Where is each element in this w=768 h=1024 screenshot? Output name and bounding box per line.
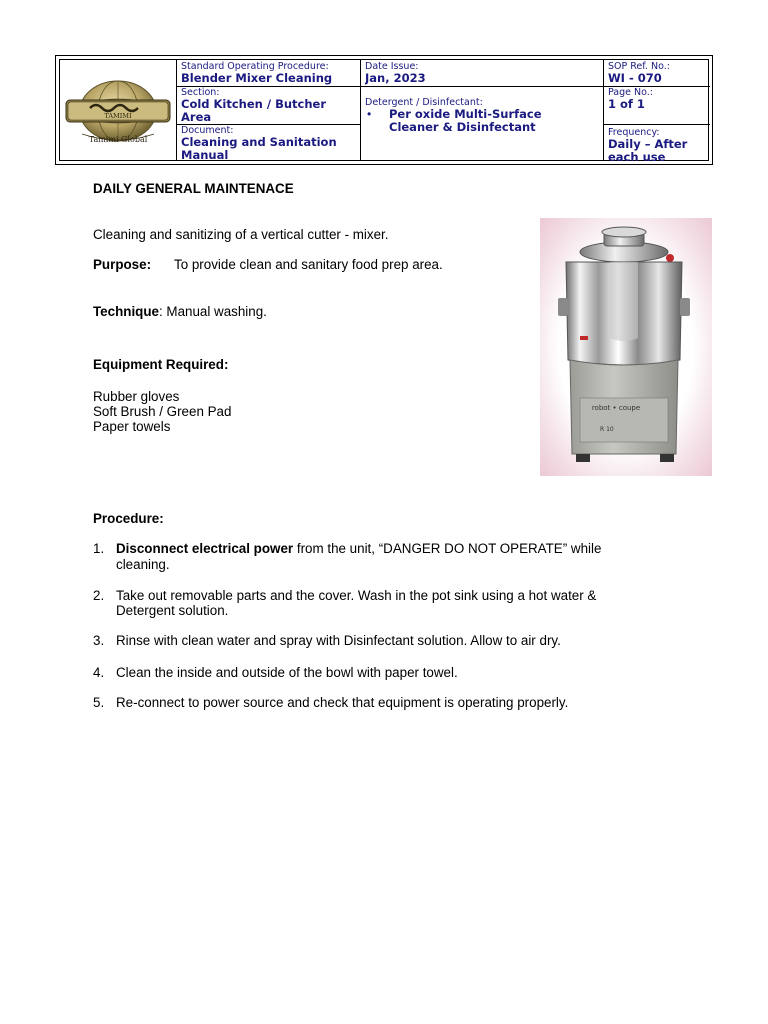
step-text: Re-connect to power source and check that equipment is operating properly. bbox=[116, 695, 569, 710]
cutter-mixer-photo bbox=[540, 218, 712, 476]
brand-label: robot • coupe bbox=[591, 404, 641, 412]
technique-line bbox=[93, 304, 267, 319]
document-label: Document: bbox=[181, 125, 234, 136]
section-value-line2: Area bbox=[181, 110, 212, 124]
step-number: 5. bbox=[93, 695, 105, 710]
date-cell bbox=[365, 61, 601, 85]
logo-text-bottom: Tamimi Global bbox=[88, 135, 148, 144]
page-value: 1 of 1 bbox=[608, 97, 645, 111]
sop-header-table bbox=[55, 55, 713, 165]
equipment-item: Rubber gloves bbox=[93, 389, 180, 404]
section-label: Section: bbox=[181, 87, 220, 98]
technique-label: Technique bbox=[93, 304, 159, 319]
frequency-label: Frequency: bbox=[608, 127, 660, 138]
logo-text-top: TAMIMI bbox=[104, 112, 132, 120]
cutter-mixer-illustration bbox=[540, 218, 712, 476]
section-value-line1: Cold Kitchen / Butcher bbox=[181, 97, 326, 111]
page-label: Page No.: bbox=[608, 87, 653, 98]
ref-label: SOP Ref. No.: bbox=[608, 61, 670, 72]
ref-cell bbox=[608, 61, 708, 85]
purpose-text: To provide clean and sanitary food prep area. bbox=[174, 257, 443, 272]
sop-cell bbox=[181, 61, 359, 85]
sop-label: Standard Operating Procedure: bbox=[181, 61, 329, 72]
step-text: Detergent solution. bbox=[116, 603, 229, 618]
equipment-item: Paper towels bbox=[93, 419, 171, 434]
equipment-heading: Equipment Required: bbox=[93, 357, 229, 372]
step-text: Clean the inside and outside of the bowl with paper towel. bbox=[116, 665, 458, 680]
header-row-divider bbox=[360, 86, 603, 87]
frequency-cell bbox=[608, 127, 708, 164]
header-divider bbox=[603, 60, 604, 160]
detergent-value-line1: Per oxide Multi-Surface bbox=[389, 107, 542, 121]
step-number: 2. bbox=[93, 588, 105, 603]
step-text: Take out removable parts and the cover. Wash in the pot sink using a hot water & bbox=[116, 588, 597, 603]
step-number: 1. bbox=[93, 541, 105, 556]
document-value-line1: Cleaning and Sanitation bbox=[181, 135, 337, 149]
document-cell bbox=[181, 125, 359, 162]
header-divider bbox=[176, 60, 177, 160]
step-bold-text: Disconnect electrical power bbox=[116, 541, 294, 556]
date-label: Date Issue: bbox=[365, 61, 419, 72]
header-row-divider bbox=[603, 124, 710, 125]
bullet-icon: • bbox=[367, 107, 372, 121]
header-divider bbox=[360, 60, 361, 160]
document-value-line2: Manual bbox=[181, 148, 229, 162]
tamimi-logo bbox=[60, 60, 176, 162]
step-text: Rinse with clean water and spray with Disinfectant solution. Allow to air dry. bbox=[116, 633, 561, 648]
sop-value: Blender Mixer Cleaning bbox=[181, 71, 333, 85]
purpose-label: Purpose: bbox=[93, 257, 152, 272]
sop-header-inner bbox=[59, 59, 709, 164]
detergent-bullet bbox=[365, 108, 601, 134]
page-heading: DAILY GENERAL MAINTENACE bbox=[93, 181, 294, 196]
ref-value: WI - 070 bbox=[608, 71, 662, 85]
section-cell bbox=[181, 87, 359, 124]
date-value: Jan, 2023 bbox=[365, 71, 426, 85]
frequency-value-line2: each use bbox=[608, 150, 666, 164]
procedure-heading: Procedure: bbox=[93, 511, 164, 526]
detergent-cell bbox=[365, 97, 601, 134]
step-number: 3. bbox=[93, 633, 105, 648]
frequency-value-line1: Daily – After bbox=[608, 137, 688, 151]
intro-text: Cleaning and sanitizing of a vertical cutter - mixer. bbox=[93, 227, 389, 242]
logo-cell bbox=[60, 60, 176, 162]
step-line: from the unit, “DANGER DO NOT OPERATE” while bbox=[293, 541, 602, 556]
detergent-label: Detergent / Disinfectant: bbox=[365, 97, 483, 108]
detergent-value-line2: Cleaner & Disinfectant bbox=[389, 120, 536, 134]
equipment-item: Soft Brush / Green Pad bbox=[93, 404, 232, 419]
step-number: 4. bbox=[93, 665, 105, 680]
step-text: cleaning. bbox=[116, 557, 170, 572]
page-cell bbox=[608, 87, 708, 111]
technique-text: : Manual washing. bbox=[158, 304, 267, 319]
step-text bbox=[116, 541, 675, 557]
model-label: R 10 bbox=[600, 426, 614, 433]
